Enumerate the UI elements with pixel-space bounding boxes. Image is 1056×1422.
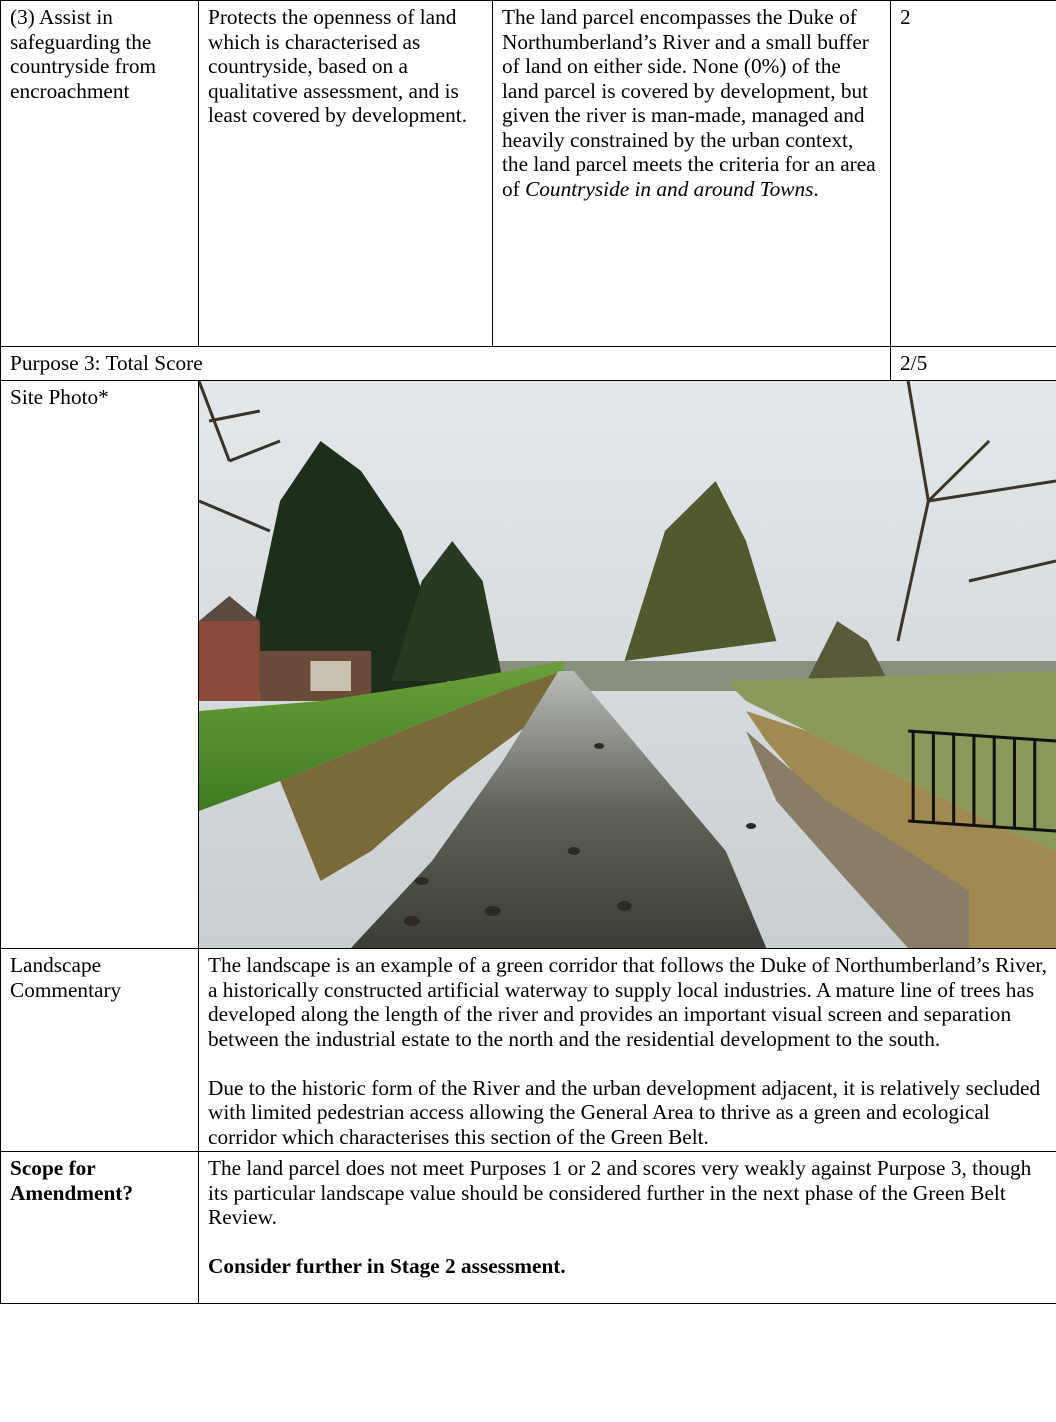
landscape-text-cell: [199, 949, 1056, 1152]
scope-conclusion: Consider further in Stage 2 assessment.: [208, 1254, 566, 1278]
scope-text: The land parcel does not meet Purposes 1 or 2 and scores very weakly against Purpose 3, though its particular landscape value should be considered further in the next phase of the Green Belt Review.: [208, 1156, 1032, 1229]
criteria-cell: Protects the openness of land which is characterised as countryside, based on a qualitative assessment, and is least covered by development.: [199, 1, 493, 347]
assessment-cell: [493, 1, 891, 347]
site-photo-cell: [199, 381, 1056, 949]
total-score-row: [1, 347, 1056, 381]
purpose-cell: (3) Assist in safeguarding the countryside from encroachment: [1, 1, 199, 347]
landscape-paragraph-2: Due to the historic form of the River and the urban development adjacent, it is relatively secluded with limited pedestrian access allowing the General Area to thrive as a green and ecological corridor which characterises this section of the Green Belt.: [208, 1075, 1041, 1149]
scope-text-cell: [199, 1152, 1056, 1304]
score-cell: 2: [891, 1, 1056, 347]
assessment-text: The land parcel encompasses the Duke of Northumberland’s River and a small buffer of land on either side. None (0%) of the land parcel is covered by development, but given the river is man-made, managed and heavily constrained by the urban context, the land parcel meets the criteria for an area of: [502, 5, 876, 201]
scope-row: [1, 1152, 1056, 1304]
total-score-value: 2/5: [891, 347, 1056, 381]
scope-label: Scope for Amendment?: [1, 1152, 199, 1304]
assessment-italic: Countryside in and around Towns: [525, 176, 814, 201]
site-photo-image: [199, 381, 1056, 948]
site-photo-row: [1, 381, 1056, 949]
landscape-paragraph-1: The landscape is an example of a green corridor that follows the Duke of Northumberland’s River, a historically constructed artificial waterway to supply local industries. A mature line of trees has developed along the length of the river and provides an important visual screen and separation between the industrial estate to the north and the residential development to the south.: [208, 953, 1047, 1051]
assessment-end: .: [813, 176, 819, 201]
site-photo-label: Site Photo*: [1, 381, 199, 949]
landscape-label: Landscape Commentary: [1, 949, 199, 1152]
total-score-label: Purpose 3: Total Score: [1, 347, 891, 381]
landscape-row: [1, 949, 1056, 1152]
purpose-3-row: [1, 1, 1056, 347]
